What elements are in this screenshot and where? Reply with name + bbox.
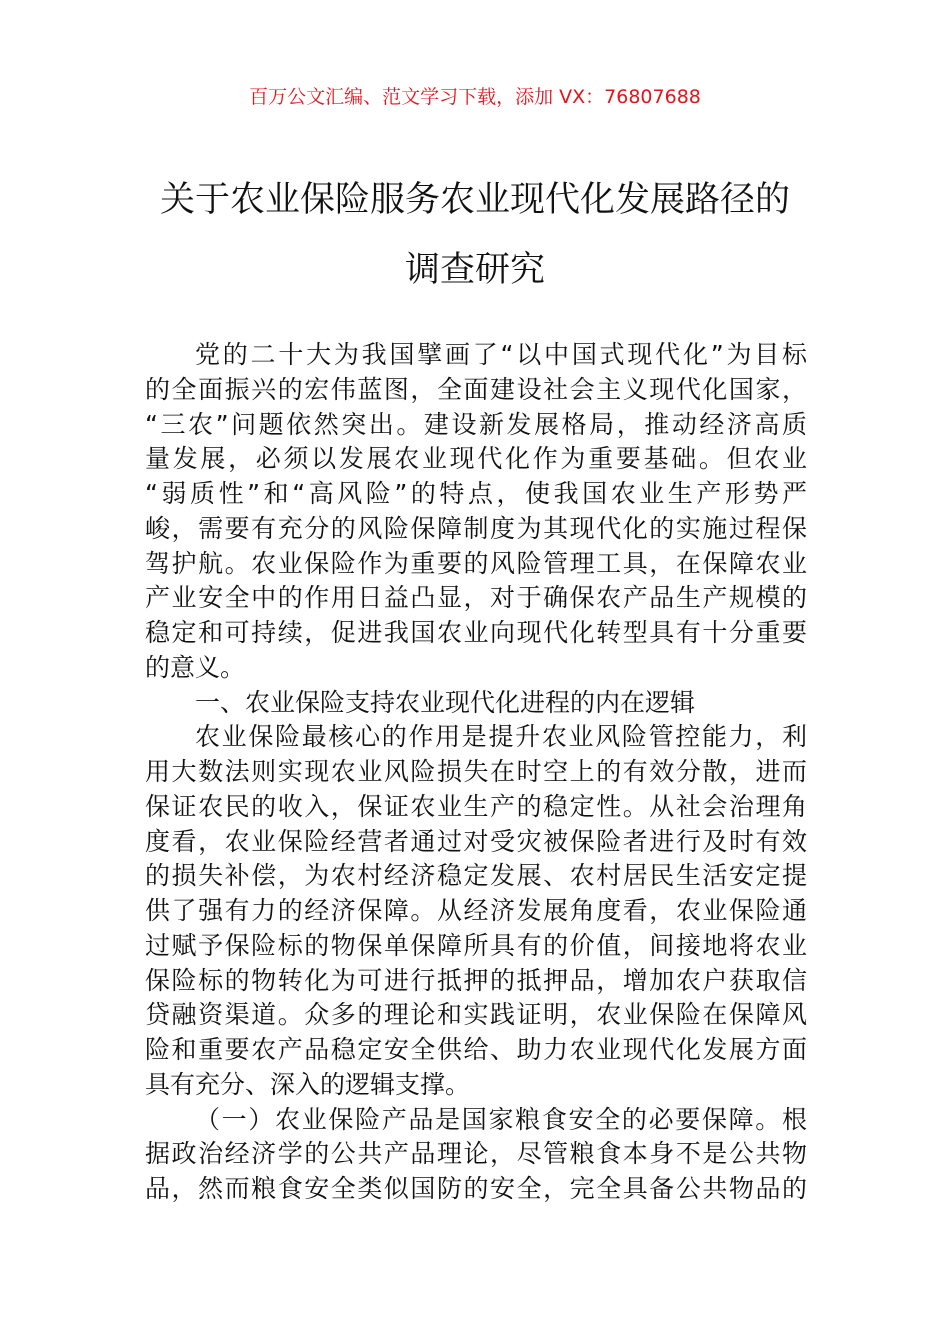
text-line: 量发展，必须以发展农业现代化作为重要基础。但农业 bbox=[145, 444, 807, 474]
watermark-header: 百万公文汇编、范文学习下载，添加 VX：76807688 bbox=[249, 86, 701, 108]
document-body bbox=[145, 338, 807, 1207]
text-line: 险和重要农产品稳定安全供给、助力农业现代化发展方面 bbox=[145, 1035, 807, 1064]
document-title-line-2: 调查研究 bbox=[404, 250, 545, 290]
paragraph bbox=[145, 1103, 807, 1207]
paragraph bbox=[145, 720, 807, 1102]
text-line: 保证农民的收入，保证农业生产的稳定性。从社会治理角 bbox=[145, 791, 807, 821]
text-line: 贷融资渠道。众多的理论和实践证明，农业保险在保障风 bbox=[145, 1000, 807, 1030]
text-line: 驾护航。农业保险作为重要的风险管理工具，在保障农业 bbox=[145, 548, 807, 578]
text-line: 度看，农业保险经营者通过对受灾被保险者进行及时有效 bbox=[145, 826, 807, 856]
text-line: 保险标的物转化为可进行抵押的抵押品，增加农户获取信 bbox=[145, 965, 807, 995]
text-line: 据政治经济学的公共产品理论，尽管粮食本身不是公共物 bbox=[145, 1139, 807, 1169]
paragraph bbox=[145, 338, 807, 686]
text-line: 品，然而粮食安全类似国防的安全，完全具备公共物品的 bbox=[145, 1174, 807, 1203]
text-line: 的损失补偿，为农村经济稳定发展、农村居民生活安定提 bbox=[145, 861, 807, 891]
document-title-line-1: 关于农业保险服务农业现代化发展路径的 bbox=[159, 180, 790, 220]
text-line: 峻，需要有充分的风险保障制度为其现代化的实施过程保 bbox=[145, 513, 807, 543]
text-line: 供了强有力的经济保障。从经济发展角度看，农业保险通 bbox=[145, 896, 807, 925]
text-line: 用大数法则实现农业风险损失在时空上的有效分散，进而 bbox=[145, 757, 807, 786]
text-line: 的全面振兴的宏伟蓝图，全面建设社会主义现代化国家， bbox=[145, 374, 807, 404]
text-line: 一、农业保险支持农业现代化进程的内在逻辑 bbox=[195, 687, 696, 717]
text-line: 党的二十大为我国擘画了“以中国式现代化”为目标 bbox=[195, 340, 807, 369]
text-line: “三农”问题依然突出。建设新发展格局，推动经济高质 bbox=[145, 409, 807, 439]
text-line: 稳定和可持续，促进我国农业向现代化转型具有十分重要 bbox=[145, 618, 807, 647]
text-line: 农业保险最核心的作用是提升农业风险管控能力，利 bbox=[195, 722, 807, 752]
text-line: “弱质性”和“高风险”的特点，使我国农业生产形势严 bbox=[145, 479, 807, 508]
text-line: 的意义。 bbox=[145, 652, 246, 682]
text-line: 过赋予保险标的物保单保障所具有的价值，间接地将农业 bbox=[145, 930, 807, 960]
text-line: 产业安全中的作用日益凸显，对于确保农产品生产规模的 bbox=[145, 583, 807, 613]
text-line: 具有充分、深入的逻辑支撑。 bbox=[145, 1069, 471, 1099]
section-heading bbox=[145, 686, 807, 721]
text-line: （一）农业保险产品是国家粮食安全的必要保障。根 bbox=[195, 1104, 807, 1134]
